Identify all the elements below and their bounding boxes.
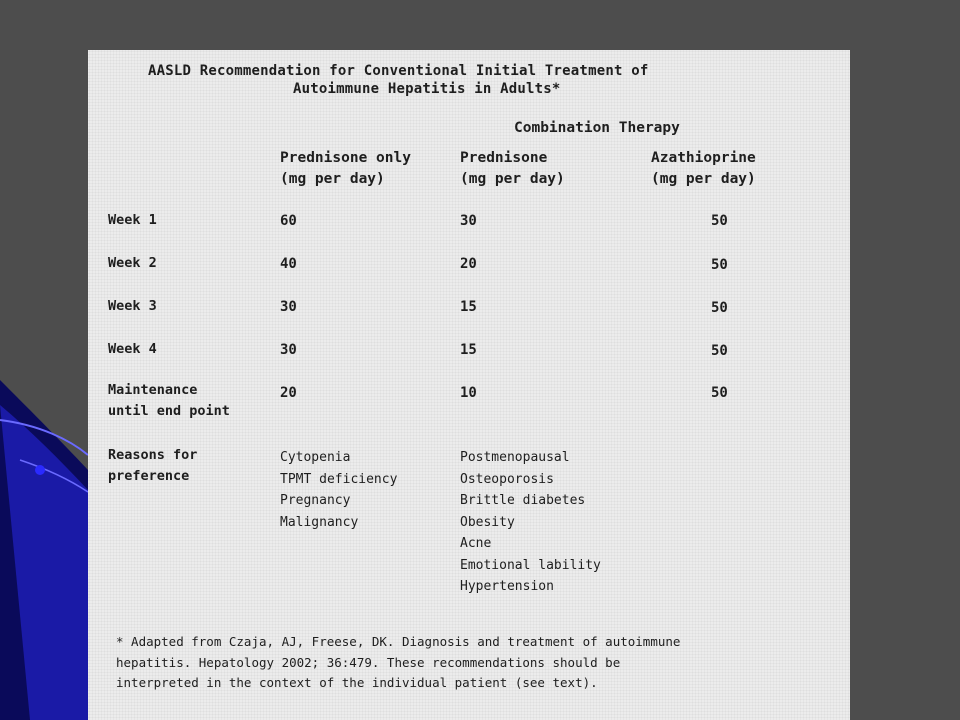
cell-azathioprine: 50 [711,343,728,359]
row-label-week-2: Week 2 [108,255,157,271]
footnote-line: hepatitis. Hepatology 2002; 36:479. These recommendations should be [116,654,621,670]
list-item: Obesity [460,514,515,530]
reasons-prednisone-only-list [280,447,397,533]
row-label-week-1: Week 1 [108,212,157,228]
treatment-table-document [88,50,850,720]
reasons-combination-list [460,447,601,598]
title-line-1: AASLD Recommendation for Conventional Initial Treatment of [148,63,649,79]
bullet-dot [35,465,45,475]
cell-azathioprine: 50 [711,257,728,273]
cell-pred-combo: 10 [460,385,477,401]
col-header-unit: (mg per day) [460,171,565,187]
cell-pred-combo: 15 [460,299,477,315]
list-item: TPMT deficiency [280,471,398,487]
title-line-2: Autoimmune Hepatitis in Adults* [293,81,561,97]
cell-pred-only: 40 [280,256,297,272]
list-item: Hypertension [460,579,554,594]
row-label-week-4: Week 4 [108,341,157,357]
col-header-line: Azathioprine [651,150,756,166]
row-label-line: Reasons for [108,447,198,463]
footnote [116,632,680,694]
combination-therapy-header: Combination Therapy [514,120,680,136]
col-header-unit: (mg per day) [651,171,756,187]
col-header-line: Prednisone only [280,150,411,166]
col-azathioprine-header [651,148,756,190]
col-prednisone-combo-header [460,148,565,190]
row-label-line: Maintenance [108,382,198,398]
col-prednisone-only-header [280,148,411,190]
col-header-unit: (mg per day) [280,171,385,187]
cell-pred-only: 60 [280,213,297,229]
cell-azathioprine: 50 [711,385,728,401]
list-item: Postmenopausal [460,450,570,465]
list-item: Acne [460,536,492,551]
list-item: Osteoporosis [460,471,554,487]
row-label-week-3: Week 3 [108,298,157,314]
row-label-maintenance [108,380,230,422]
cell-pred-combo: 30 [460,213,477,229]
list-item: Emotional lability [460,557,601,573]
list-item: Malignancy [280,514,359,530]
footnote-line: * Adapted from Czaja, AJ, Freese, DK. Diagnosis and treatment of autoimmune [116,634,681,649]
cell-pred-combo: 15 [460,342,477,358]
list-item: Brittle diabetes [460,493,586,508]
col-header-line: Prednisone [460,150,548,166]
list-item: Cytopenia [280,450,351,465]
row-label-line: until end point [108,403,230,419]
row-label-line: preference [108,468,190,484]
cell-pred-only: 30 [280,342,297,358]
list-item: Pregnancy [280,493,351,508]
footnote-line: interpreted in the context of the individual patient (see text). [116,675,598,690]
cell-pred-combo: 20 [460,256,477,272]
row-label-reasons [108,445,197,487]
cell-pred-only: 20 [280,385,297,401]
cell-azathioprine: 50 [711,213,728,229]
cell-azathioprine: 50 [711,300,728,316]
cell-pred-only: 30 [280,299,297,315]
